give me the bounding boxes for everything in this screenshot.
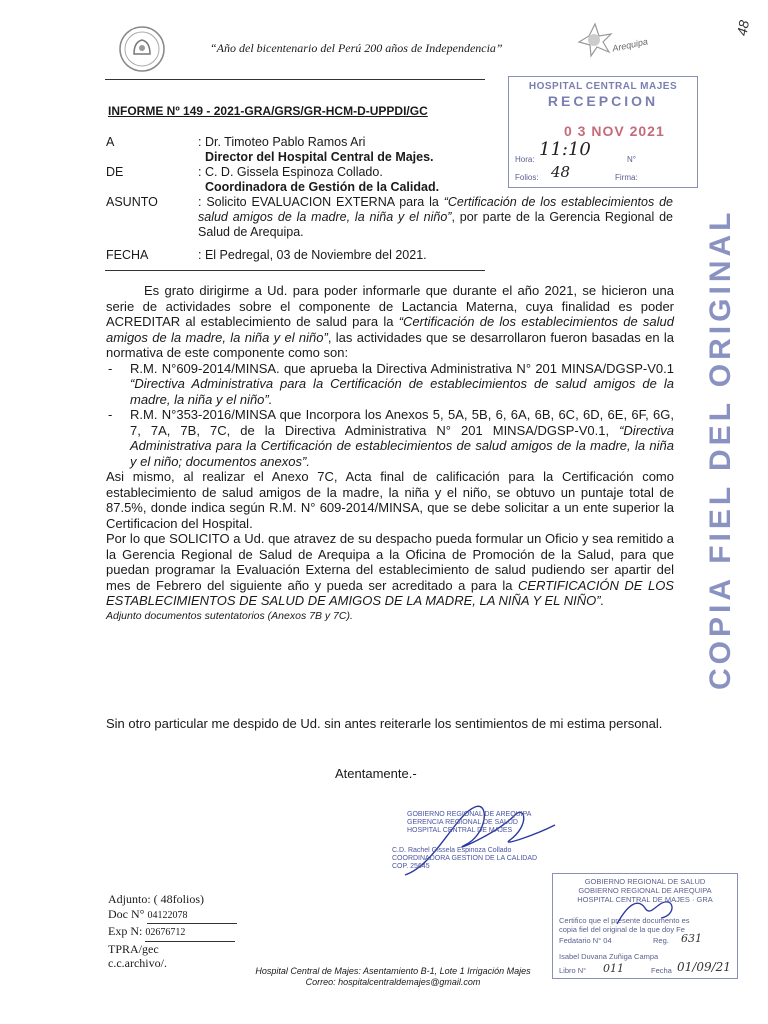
page-number: 48 <box>733 18 753 38</box>
header-divider <box>105 79 485 80</box>
list-item: - R.M. N°609-2014/MINSA. que aprueba la Directiva Administrativa N° 201 MINSA/DGSP-V0.1 “Directiva Administrativa para la Certificación de establecimientos de salud amigos de la madre, la niña y el niño”. <box>130 361 674 408</box>
header-motto: “Año del bicentenario del Perú 200 años de Independencia” <box>210 41 503 55</box>
signature-block <box>392 795 575 885</box>
stamp-hospital: HOSPITAL CENTRAL MAJES <box>528 81 678 92</box>
stamp-recepcion: RECEPCION <box>547 93 659 109</box>
field-a-label: A <box>106 135 115 149</box>
signature-scribble-icon <box>395 795 575 885</box>
field-a-name: : Dr. Timoteo Pablo Ramos Ari <box>198 135 366 149</box>
certified-copy-stamp: COPIA FIEL DEL ORIGINAL <box>704 208 737 690</box>
stamp-n-label: N° <box>627 155 636 164</box>
stamp-folios-label: Folios: <box>515 173 539 182</box>
stamp-hora-value: 11:10 <box>539 139 591 160</box>
institution-logo-icon <box>117 24 167 74</box>
normative-list <box>106 361 674 470</box>
field-a-role: Director del Hospital Central de Majes. <box>205 150 434 164</box>
field-de-label: DE <box>106 165 124 179</box>
signature-org: GOBIERNO REGIONAL DE AREQUIPA GERENCIA REGIONAL DE SALUD HOSPITAL CENTRAL DE MAJES <box>407 811 532 834</box>
field-fecha-value: : El Pedregal, 03 de Noviembre del 2021. <box>198 248 427 262</box>
stamp-date: 0 3 NOV 2021 <box>564 123 665 139</box>
page-footer: Hospital Central de Majes: Asentamiento B-1, Lote 1 Irrigación Majes Correo: hospitalcentraldemajes@gmail.com <box>255 966 531 987</box>
signature-name: C.D. Rachel Gissela Espinoza Collado COORDINADORA GESTION DE LA CALIDAD COP. 25645 <box>392 847 538 870</box>
arequipa-logo-text: Arequipa <box>611 36 649 54</box>
header-separator <box>105 270 485 271</box>
field-asunto-value: : Solicito EVALUACION EXTERNA para la “Certificación de los establecimientos de salud amigos de la madre, la niña y el niño”, por parte de la Gerencia Regional de Salud de Arequipa. <box>198 195 674 239</box>
stamp-folios-value: 48 <box>551 163 571 181</box>
adjunto-note: Adjunto documentos sutentatorios (Anexos 7B y 7C). <box>106 609 353 622</box>
fedatario-signature-icon <box>613 894 683 930</box>
field-asunto-label: ASUNTO <box>106 195 158 209</box>
field-de-role: Coordinadora de Gestión de la Calidad. <box>205 180 440 194</box>
closing-paragraph: Sin otro particular me despido de Ud. sin antes reiterarle los sentimientos de mi estima personal. <box>106 716 663 731</box>
stamp-firma-label: Firma: <box>615 173 638 182</box>
paragraph-solicito: Por lo que SOLICITO a Ud. que atravez de su despacho pueda formular un Oficio y sea remitido a la Gerencia Regional de Salud de Arequipa a la Oficina de Promoción de la Salud, para que puedan programar la Evaluación Externa del establecimiento de salud pudiendo ser apartir del mes de Febrero del siguiente año y pueda ser acreditado a para la CERTIFICACIÓN DE LOS ESTABLECIMIENTOS DE SALUD DE AMIGOS DE LA MADRE, LA NIÑA Y EL NIÑO”. <box>106 531 674 608</box>
letter-body <box>106 283 674 624</box>
field-fecha-label: FECHA <box>106 248 149 262</box>
paragraph-intro: Es grato dirigirme a Ud. para poder informarle que durante el año 2021, se hicieron una serie de actividades sobre el componente de Lactancia Materna, cuya finalidad es poder ACREDITAR al establecimiento de salud para la “Certificación de los establecimientos de salud amigos de la madre, la niña y el niño”, las actividades que se desarrollaron fueron basadas en la normativa de este componente como son: <box>106 283 674 360</box>
report-reference: INFORME Nº 149 - 2021-GRA/GRS/GR-HCM-D-UPPDI/GC <box>108 104 428 118</box>
paragraph-anexo: Asi mismo, al realizar el Anexo 7C, Acta final de calificación para la Certificación como establecimiento de salud amigos de la madre, la niña y el niño, se obtuvo un puntaje total de 87.5%, donde indica según R.M. N° 609-2014/MINSA, que se debe solicitar a un ente superior la Certificacion del Hospital. <box>106 469 674 531</box>
sign-off: Atentamente.- <box>335 766 417 781</box>
fedatario-stamp: GOBIERNO REGIONAL DE SALUD GOBIERNO REGIONAL DE AREQUIPA HOSPITAL CENTRAL DE MAJES · GRA Certifico que el presente documento es copia fiel del original de la que doy Fe Fedatario N° 04 Reg. 631 Isabel Duvana Zuñiga Campa Libro N° 011 Fecha 01/09/21 <box>552 873 738 979</box>
document-annotations: Adjunto: ( 48folios) Doc N° 04122078 Exp N: 02676712 TPRA/gec c.c.archivo/. <box>108 892 237 971</box>
list-item: - R.M. N°353-2016/MINSA que Incorpora los Anexos 5, 5A, 5B, 6, 6A, 6B, 6C, 6D, 6E, 6F, 6G, 7, 7A, 7B, 7C, de la Directiva Administrativa N° 201 MINSA/DGSP-V0.1, “Directiva Administrativa para la Certificación de establecimientos de salud amigos de la madre, la niña y el niño; documentos anexos”. <box>130 407 674 469</box>
stamp-hora-label: Hora: <box>515 155 535 164</box>
field-de-name: : C. D. Gissela Espinoza Collado. <box>198 165 383 179</box>
reception-stamp <box>508 76 698 188</box>
